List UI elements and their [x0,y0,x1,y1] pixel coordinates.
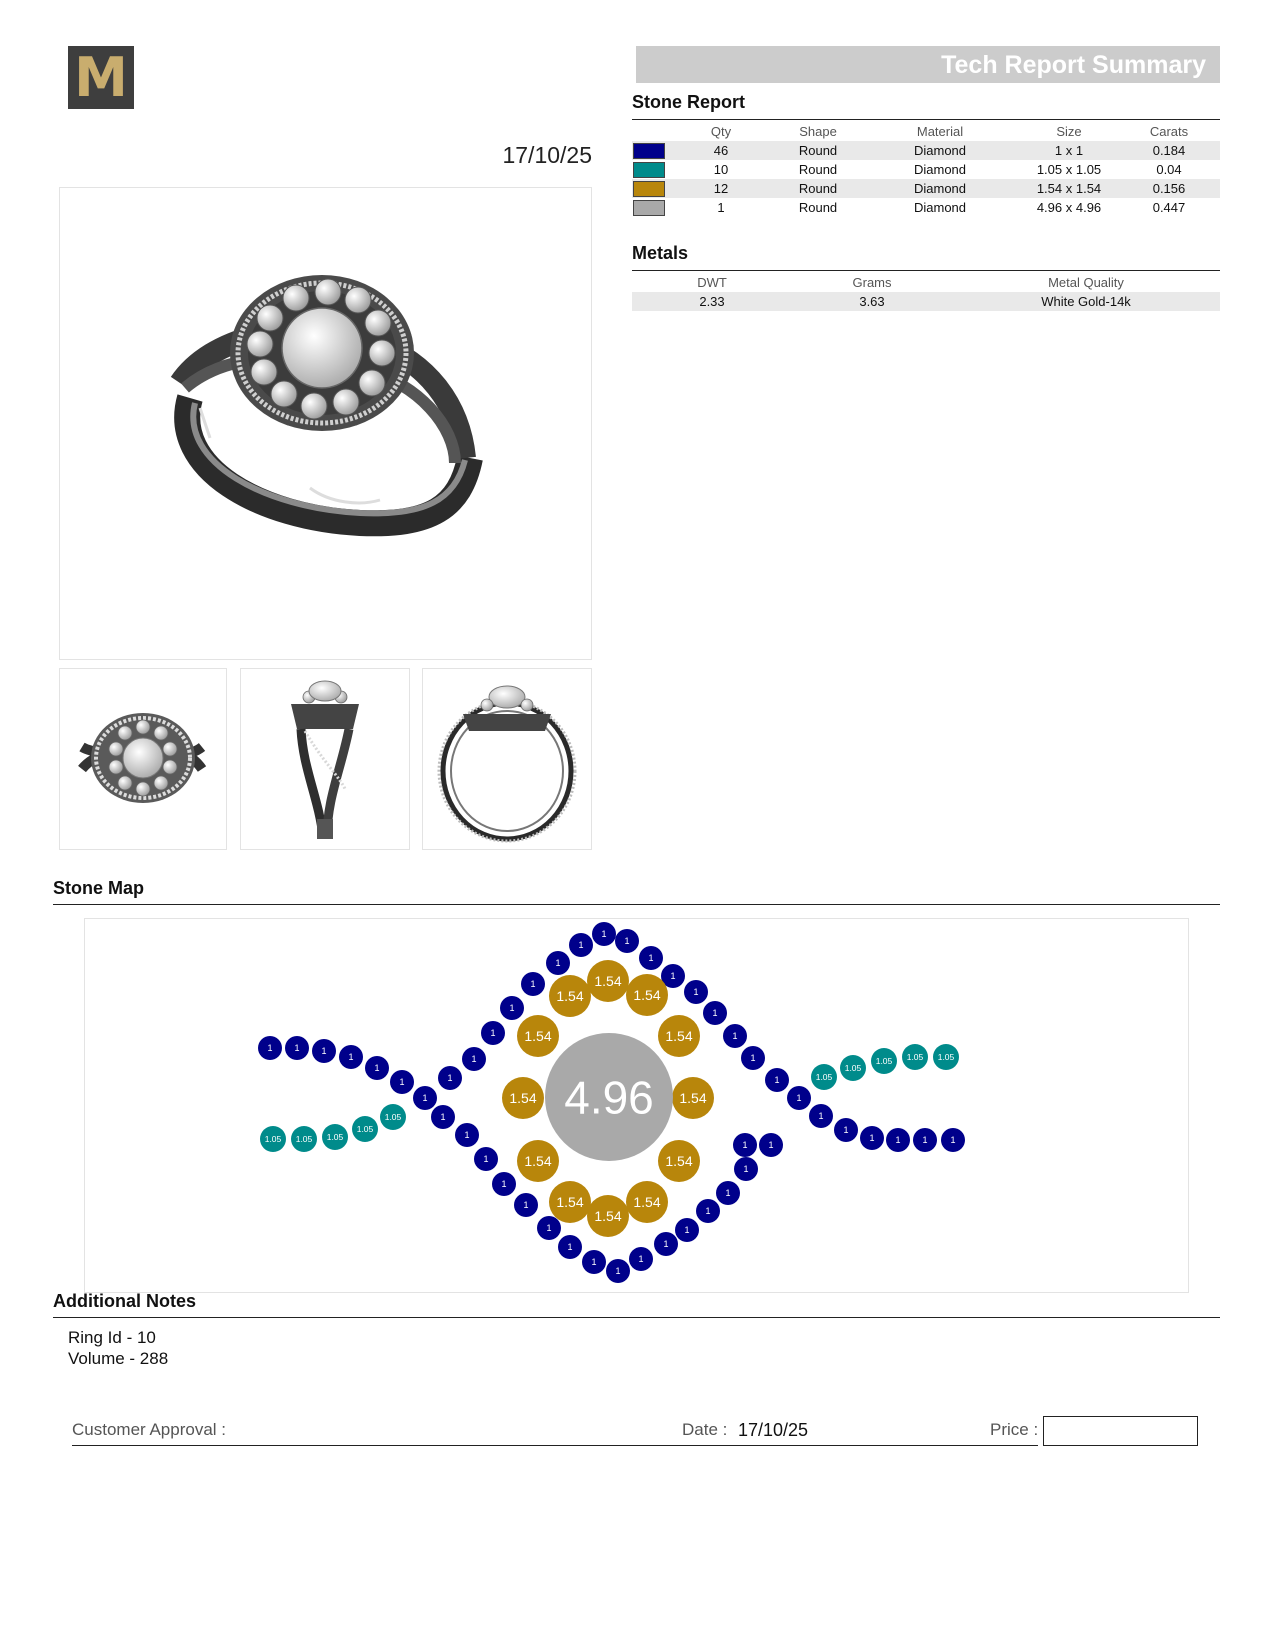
shape-cell: Round [798,200,838,215]
center-stone [545,1033,673,1161]
stone-swatch-cell [632,160,666,179]
small-stone-label: 1 [705,1206,711,1217]
carats-cell: 0.04 [1156,162,1182,177]
small-stone [834,1118,858,1142]
small-stone-label: 1 [591,1257,597,1268]
small-stone [886,1128,910,1152]
small-stone [339,1045,363,1069]
small-stone-label: 1 [471,1054,477,1065]
small-stone-label: 1 [399,1077,405,1088]
small-stone-label: 1 [267,1043,273,1054]
small-stone [312,1039,336,1063]
logo-letter: M [74,45,128,109]
dwt-header: DWT [697,275,727,290]
small-stone [582,1250,606,1274]
small-stone [615,929,639,953]
ring-side-render [241,669,409,849]
small-stone-label: 1 [555,958,561,969]
ring-perspective-render [60,188,591,659]
small-stone-label: 1 [464,1130,470,1141]
small-stone-label: 1 [447,1073,453,1084]
accent-stone [549,975,591,1017]
stone-report-header-row [632,122,1220,141]
side-stone [352,1116,378,1142]
material-cell: Diamond [913,162,967,177]
stone-swatch-cell [632,198,666,217]
side-stone [322,1124,348,1150]
side-stone [811,1064,837,1090]
small-stone-label: 1 [294,1043,300,1054]
carats-header: Carats [1149,124,1189,139]
small-stone [500,996,524,1020]
customer-approval-label: Customer Approval : [72,1420,227,1439]
small-stone [492,1172,516,1196]
small-stone [606,1259,630,1283]
side-stone-label: 1.05 [844,1063,862,1074]
grams-cell: 3.63 [792,292,952,311]
small-stone-label: 1 [348,1052,354,1063]
table-row [632,179,1220,198]
side-stone [933,1044,959,1070]
small-stone-label: 1 [546,1223,552,1234]
ring-perspective-view [59,187,592,660]
small-stone [759,1133,783,1157]
small-stone-label: 1 [601,929,607,940]
small-stone-label: 1 [670,971,676,982]
small-stone-label: 1 [501,1179,507,1190]
shape-cell: Round [798,162,838,177]
side-stone [260,1126,286,1152]
small-stone [462,1047,486,1071]
carats-cell: 0.156 [1118,179,1220,198]
small-stone [438,1066,462,1090]
side-stone [840,1055,866,1081]
material-cell: Diamond [860,141,1020,160]
small-stone-label: 1 [750,1053,756,1064]
accent-stone [626,1181,668,1223]
qty-cell: 1 [717,200,725,215]
stone-report-table [632,122,1220,217]
small-stone-label: 1 [321,1046,327,1057]
stone-color-swatch [633,162,665,178]
small-stone [521,972,545,996]
additional-notes [68,1327,168,1369]
small-stone-label: 1 [663,1239,669,1250]
small-stone-label: 1 [725,1188,731,1199]
small-stone [514,1193,538,1217]
accent-stone [549,1181,591,1223]
stone-swatch-header [632,122,666,141]
side-stone-label: 1.05 [906,1052,924,1063]
small-stone-label: 1 [732,1031,738,1042]
small-stone-label: 1 [638,1254,644,1265]
side-stone-label: 1.05 [815,1072,833,1083]
approval-signature-line [72,1445,1038,1446]
side-stone-label: 1.05 [326,1132,344,1143]
qty-header: Qty [710,124,732,139]
small-stone [481,1021,505,1045]
side-stone [902,1044,928,1070]
small-stone [733,1133,757,1157]
small-stone-label: 1 [648,953,654,964]
accent-stone-label: 1.54 [556,988,584,1005]
report-date: 17/10/25 [502,142,592,168]
small-stone [809,1104,833,1128]
small-stone-label: 1 [693,987,699,998]
small-stone-label: 1 [950,1135,956,1146]
accent-stone-label: 1.54 [665,1028,693,1045]
ring-side-view [240,668,410,850]
small-stone [592,922,616,946]
accent-stone-label: 1.54 [509,1090,537,1107]
page-title: Tech Report Summary [636,46,1220,83]
qty-cell: 12 [666,179,776,198]
small-stone-label: 1 [743,1164,749,1175]
small-stone [431,1105,455,1129]
ring-top-view [59,668,227,850]
side-stone [871,1048,897,1074]
accent-stone [672,1077,714,1119]
material-header: Material [916,124,964,139]
note-line: Ring Id - 10 [68,1328,156,1347]
accent-stone-label: 1.54 [633,987,661,1004]
metals-table [632,273,1220,311]
grams-header: Grams [852,275,892,290]
accent-stone-label: 1.54 [594,1208,622,1225]
small-stone-label: 1 [774,1075,780,1086]
side-stone [380,1104,406,1130]
small-stone [716,1181,740,1205]
small-stone-label: 1 [624,936,630,947]
ring-top-render [60,669,226,849]
brand-logo [68,46,134,109]
accent-stone [658,1015,700,1057]
small-stone [365,1056,389,1080]
stone-report-rule [632,119,1220,120]
side-stone-label: 1.05 [937,1052,955,1063]
size-cell: 1 x 1 [1020,141,1118,160]
small-stone [546,951,570,975]
stone-map-rule [53,904,1220,905]
small-stone [696,1199,720,1223]
small-stone [723,1024,747,1048]
approval-date-label: Date : [682,1420,728,1439]
stone-swatch-cell [632,141,666,160]
small-stone [684,980,708,1004]
small-stone-label: 1 [530,979,536,990]
stone-color-swatch [633,200,665,216]
approval-date-value: 17/10/25 [738,1420,809,1440]
metals-header-row [632,273,1220,292]
accent-stone-label: 1.54 [679,1090,707,1107]
small-stone-label: 1 [768,1140,774,1151]
table-row [632,198,1220,217]
shape-header: Shape [799,124,837,139]
side-stone-label: 1.05 [356,1124,374,1135]
size-header: Size [1056,124,1082,139]
carats-cell: 0.184 [1118,141,1220,160]
size-cell: 1.05 x 1.05 [1036,162,1102,177]
metals-rule [632,270,1220,271]
small-stone [474,1147,498,1171]
small-stone-label: 1 [615,1266,621,1277]
small-stone-label: 1 [440,1112,446,1123]
small-stone [639,946,663,970]
side-stone-label: 1.05 [295,1134,313,1145]
small-stone [413,1086,437,1110]
metal-quality-cell: White Gold-14k [952,292,1220,311]
material-cell: Diamond [913,200,967,215]
small-stone-label: 1 [742,1140,748,1151]
accent-stone [517,1015,559,1057]
small-stone-label: 1 [490,1028,496,1039]
stone-color-swatch [633,143,665,159]
small-stone [285,1036,309,1060]
small-stone [734,1157,758,1181]
small-stone [703,1001,727,1025]
metals-title: Metals [632,243,689,263]
stone-map [84,918,1189,1293]
stone-color-swatch [633,181,665,197]
center-stone-label: 4.96 [564,1071,654,1124]
size-cell: 1.54 x 1.54 [1020,179,1118,198]
qty-cell: 10 [713,162,729,177]
accent-stone [587,960,629,1002]
price-field[interactable] [1043,1416,1198,1446]
small-stone [569,933,593,957]
accent-stone-label: 1.54 [594,973,622,990]
small-stone-label: 1 [684,1225,690,1236]
shape-cell: Round [776,141,860,160]
small-stone [675,1218,699,1242]
small-stone [787,1086,811,1110]
side-stone [291,1126,317,1152]
accent-stone [502,1077,544,1119]
stone-report-title: Stone Report [632,92,746,112]
small-stone [629,1247,653,1271]
accent-stone-label: 1.54 [524,1153,552,1170]
small-stone-label: 1 [895,1135,901,1146]
accent-stone [517,1140,559,1182]
small-stone [741,1046,765,1070]
small-stone-label: 1 [869,1133,875,1144]
small-stone-label: 1 [523,1200,529,1211]
small-stone-label: 1 [796,1093,802,1104]
small-stone-label: 1 [843,1125,849,1136]
small-stone [558,1235,582,1259]
small-stone [765,1068,789,1092]
small-stone [654,1232,678,1256]
accent-stone [626,974,668,1016]
accent-stone-label: 1.54 [524,1028,552,1045]
side-stone-label: 1.05 [875,1056,893,1067]
small-stone-label: 1 [712,1008,718,1019]
table-row [632,141,1220,160]
accent-stone [587,1195,629,1237]
shape-cell: Round [776,179,860,198]
accent-stone [658,1140,700,1182]
small-stone [390,1070,414,1094]
small-stone-label: 1 [818,1111,824,1122]
price-label: Price : [990,1420,1039,1439]
small-stone [537,1216,561,1240]
small-stone-label: 1 [922,1135,928,1146]
small-stone [913,1128,937,1152]
side-stone-label: 1.05 [384,1112,402,1123]
ring-front-view [422,668,592,850]
small-stone-label: 1 [422,1093,428,1104]
small-stone [941,1128,965,1152]
material-cell: Diamond [860,179,1020,198]
note-line: Volume - 288 [68,1349,169,1368]
small-stone-label: 1 [567,1242,573,1253]
small-stone [860,1126,884,1150]
stone-map-title: Stone Map [53,878,145,898]
small-stone [455,1123,479,1147]
table-row [632,292,1220,311]
accent-stone-label: 1.54 [556,1194,584,1211]
additional-notes-rule [53,1317,1220,1318]
size-cell: 4.96 x 4.96 [1036,200,1102,215]
additional-notes-title: Additional Notes [53,1291,196,1311]
ring-front-render [423,669,591,849]
stone-map-diagram [85,919,1188,1292]
metal-quality-header: Metal Quality [1048,275,1124,290]
small-stone-label: 1 [509,1003,515,1014]
small-stone-label: 1 [483,1154,489,1165]
stone-swatch-cell [632,179,666,198]
side-stone-label: 1.05 [264,1134,282,1145]
table-row [632,160,1220,179]
carats-cell: 0.447 [1152,200,1186,215]
qty-cell: 46 [666,141,776,160]
accent-stone-label: 1.54 [665,1153,693,1170]
small-stone-label: 1 [374,1063,380,1074]
small-stone-label: 1 [578,940,584,951]
small-stone [258,1036,282,1060]
dwt-cell: 2.33 [632,292,792,311]
accent-stone-label: 1.54 [633,1194,661,1211]
